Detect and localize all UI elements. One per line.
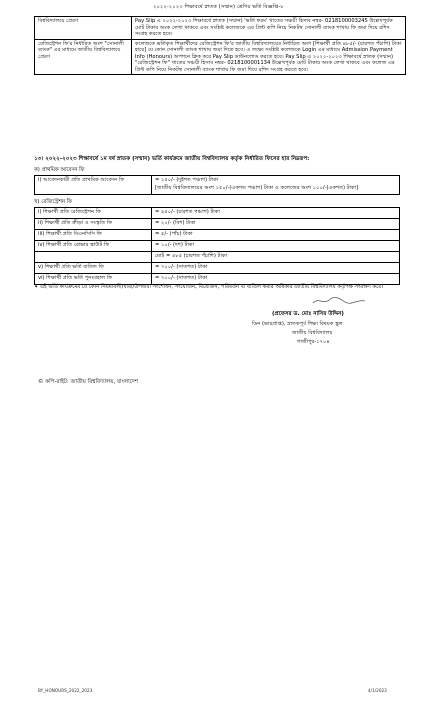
fee-total: মোট = ৪৮৫ (চারশত পঁচাশি) টাকা — [152, 252, 400, 263]
table-row — [35, 263, 400, 274]
fee-deposit-table — [34, 16, 406, 75]
fee-amount: = ২৫০/- (দুইশত পঞ্চাশ) টাকা — [155, 177, 219, 183]
footer-file-id: BY_HONOURS_2022_2023 — [38, 688, 93, 693]
signatory-title: ডিন (ভারপ্রাপ্ত), স্নাতকপূর্ব শিক্ষা বিষয়ক স্কুল — [252, 321, 343, 327]
fee-value: = ৪৫০/- (চারশত পঞ্চাশ) টাকা — [152, 208, 400, 219]
row-text: কলেজকে ভর্তিকৃত শিক্ষার্থীদের রেজিস্ট্রেশন ফি'র জাতীয় বিশ্ববিদ্যালয়ের নির্ধারিত অংশ [শিক্ষার্থী প্রতি ৪৮৫/- (চারশত পঁচাশি) টাকা হারে] যে কোন সোনালী ব্যাংক শাখায় জমা দিতে হবে। এ লক্ষ্যে সংশ্লিষ্ট কলেজকে Login এর মাধ্যমে Admission Payment Info (Honours) অপশনে ক্লিক করে Pay Slip ডাউনলোড করতে হবে। Pay Slip এ ২০২২-২০২৩ শিক্ষাবর্ষে স্নাতক (সম্মান) "রেজিস্ট্রেশন ফি" খাতের সঞ্চয়ী হিসাব নম্বর- 0218100001134 উল্লেখপূর্বক মোট টাকার অংক লেখা থাকবে এবং কলেজ এর প্রিন্ট কপি নিয়ে নিকটস্থ সোনালী ব্যাংক শাখায় ফি জমা দিয়ে রশিদ সংগ্রহ করতে হবে। — [132, 39, 406, 75]
sub-heading-ka: ক) প্রাথমিক আবেদন ফি — [34, 167, 85, 173]
table-row — [35, 176, 400, 195]
table-row-total — [35, 252, 400, 263]
row-label: রেজিস্ট্রেশন ফি'র নির্ধারিত অংশ "সোনালী ব্যাংক" এর মাধ্যমে জাতীয় বিশ্ববিদ্যালয়ে প্রেরণ — [35, 39, 132, 75]
fee-value: = ৭০০/- (সাতশত) টাকা — [152, 263, 400, 274]
table-row — [35, 208, 400, 219]
fee-label: ii) শিক্ষার্থী প্রতি ক্রীড়া ও সংস্কৃতি ফি — [35, 219, 152, 230]
fee-breakdown: [জাতীয় বিশ্ববিদ্যালয়ের অংশ ১৫০/-(একশত পঞ্চাশ) টাকা ও কলেজের অংশ ১০০/-(একশত) টাকা] — [155, 185, 359, 191]
section-13-heading: ১৩। ২০২২-২০২৩ শিক্ষাবর্ষে ১ম বর্ষ স্নাতক (সম্মান) ভর্তি কার্যক্রমে জাতীয় বিশ্ববিদ্যালয় কর্তৃক নির্ধারিত ফিসের হার নিম্নরূপ: — [34, 156, 310, 162]
table-row — [35, 219, 400, 230]
fee-value: = ৭০০/- (সাতশত) টাকা — [152, 274, 400, 285]
footer-date: 4/1/2023 — [368, 688, 387, 693]
fee-value: = ২০/- (বিশ) টাকা — [152, 219, 400, 230]
fee-label: i) আবেদনকারী প্রতি প্রাথমিক আবেদন ফি — [35, 176, 152, 195]
fee-label — [35, 252, 152, 263]
fee-label: v) শিক্ষার্থী প্রতি ভর্তি বাতিল ফি — [35, 263, 152, 274]
fee-value: = ১০/- (দশ) টাকা — [152, 241, 400, 252]
signatory-organization: জাতীয় বিশ্ববিদ্যালয় — [292, 330, 333, 336]
table-row — [35, 17, 406, 40]
table-row — [35, 39, 406, 75]
row-text: Pay Slip এ ২০২২-২০২৩ শিক্ষাবর্ষে স্নাতক (সম্মান) 'ভর্তি ফরম' খাতের সঞ্চয়ী হিসাব নম্বর- 0218100003245 উল্লেখপূর্বক মোট টাকার অংক লেখা থাকবে এবং সংশ্লিষ্ট কলেজকে এর প্রিন্ট কপি নিয়ে নিকটস্থ সোনালী ব্যাংক শাখায় ফি জমা দিয়ে রশিদ সংগ্রহ করতে হবে। — [132, 17, 406, 40]
fee-label: vi) শিক্ষার্থী প্রতি ভর্তি পুনঃবহাল ফি — [35, 274, 152, 285]
sub-heading-kha: খ) রেজিস্ট্রেশন ফি — [34, 199, 73, 205]
signatory-address: গাজীপুর-১৭০৪ — [297, 339, 330, 345]
copyright-text: © কপি-রাইট: জাতীয় বিশ্ববিদ্যালয়, বাংলাদেশ — [38, 379, 139, 385]
note-text: এই ভর্তি কার্যক্রমের যে কোন নিয়মাবলী/ধারা/উপধারা সংশোধন, সংযোজন, বিয়োজন, পরিবর্তন বা বাতিল করার অধিকার জাতীয় বিশ্ববিদ্যালয় কর্তৃপক্ষ সংরক্ষণ করে। — [39, 284, 384, 290]
table-row — [35, 274, 400, 285]
fee-label: i) শিক্ষার্থী প্রতি রেজিস্ট্রেশন ফি — [35, 208, 152, 219]
page-header: ২০২২-২০২৩ শিক্ষাবর্ষে স্নাতক (সম্মান) শ্রেণির ভর্তি বিজ্ঞপ্তি-৮ — [153, 4, 284, 10]
row-label: বিশ্ববিদ্যালয়ে প্রেরণ — [35, 17, 132, 40]
registration-fee-table — [34, 207, 400, 263]
fee-label: iii) শিক্ষার্থী প্রতি বিএনসিসি ফি — [35, 230, 152, 241]
fee-value — [152, 176, 400, 195]
table-row — [35, 230, 400, 241]
fee-label: iv) শিক্ষার্থী প্রতি রোভার স্কাউট ফি — [35, 241, 152, 252]
fee-value: = ৫/- (পাঁচ) টাকা — [152, 230, 400, 241]
arrow-bullet-icon: ➧ — [34, 284, 39, 290]
admission-change-fee-table — [34, 262, 400, 285]
authority-note — [34, 284, 406, 292]
table-row — [35, 241, 400, 252]
handwritten-signature — [305, 296, 385, 306]
signatory-name: (প্রফেসর ড. মোঃ নাসির উদ্দিন) — [272, 311, 344, 317]
application-fee-table — [34, 175, 400, 195]
